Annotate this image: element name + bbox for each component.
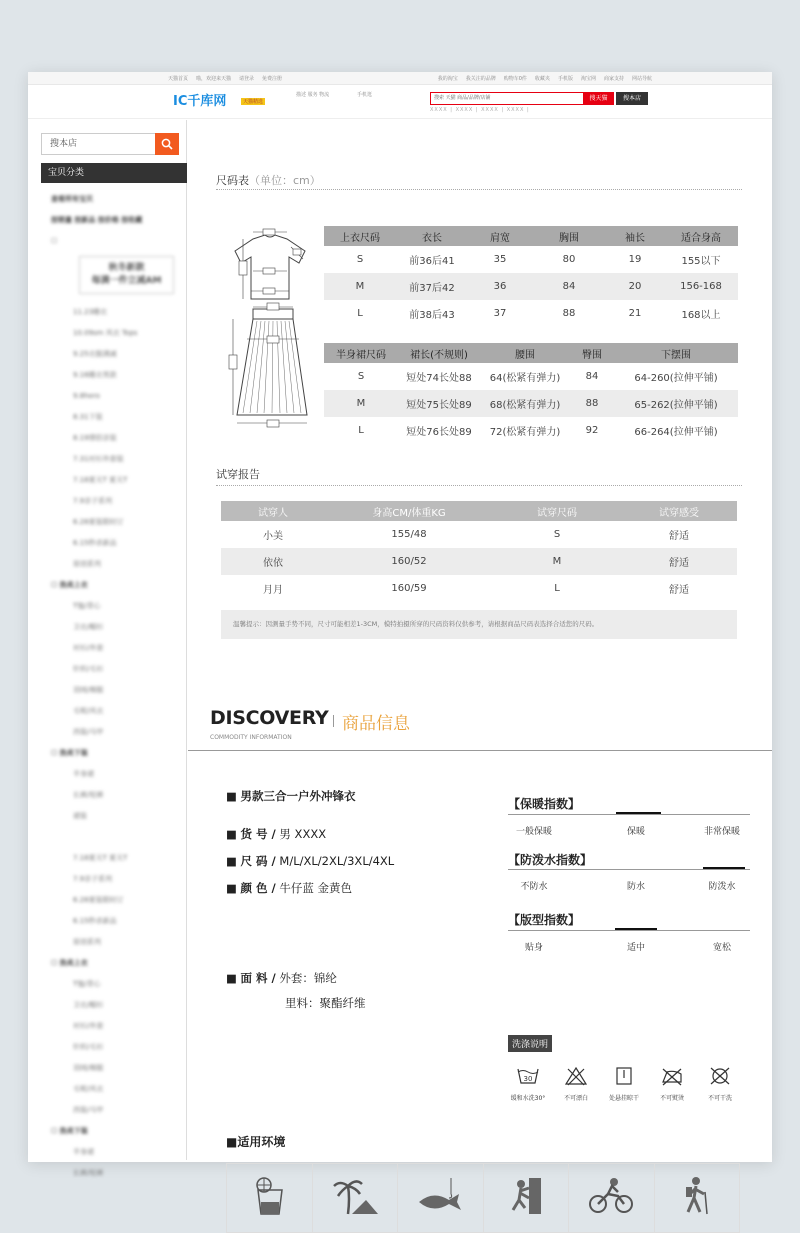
sidebar-category-item[interactable]: 6.28夏装限时订 xyxy=(73,896,124,904)
shop-sidebar xyxy=(41,120,187,1177)
sidebar-category-item[interactable]: ☐ xyxy=(51,237,58,245)
shop-search xyxy=(41,133,180,155)
sidebar-category-item[interactable]: 针织/毛衫 xyxy=(73,1043,104,1051)
search-shop-button[interactable]: 搜本店 xyxy=(616,92,648,105)
fabric-lining: 里料：聚酯纤维 xyxy=(285,996,366,1010)
fishing-icon xyxy=(415,1176,465,1216)
sidebar-category-item[interactable]: 7.9亲子系列 xyxy=(73,497,113,505)
product-name: ■ 男款三合一户外冲锋衣 xyxy=(226,789,356,803)
divider xyxy=(188,750,772,751)
topbar-link[interactable]: 商家支持 xyxy=(603,75,624,82)
sidebar-category-item[interactable]: 衬衫/外套 xyxy=(73,1022,104,1030)
divider xyxy=(333,715,334,727)
table-cell: 37 xyxy=(493,308,507,319)
topbar-link[interactable]: 免费注册 xyxy=(262,75,283,82)
column-header: 袖长 xyxy=(606,226,664,246)
trial-report-title: 试穿报告 xyxy=(216,468,260,481)
sidebar-category-item[interactable]: 原创系列 xyxy=(73,938,101,946)
sidebar-category-item[interactable]: 长裤/短裤 xyxy=(73,791,104,799)
sidebar-category-item[interactable]: 7.9亲子系列 xyxy=(73,875,113,883)
warmth-option: 非常保暖 xyxy=(703,827,740,837)
table-row xyxy=(324,417,738,444)
environment-title: ■适用环境 xyxy=(226,1135,286,1149)
sidebar-category-item[interactable]: 8.19情侣亲装 xyxy=(73,434,117,442)
table-cell: 前37后42 xyxy=(396,273,468,300)
sidebar-category-item[interactable]: 衬衫/外套 xyxy=(73,644,104,652)
no-bleach-icon xyxy=(564,1066,588,1086)
table-header-row xyxy=(324,343,738,363)
table-cell: 前38后43 xyxy=(409,310,455,321)
table-cell: 66-264(拉伸平铺) xyxy=(634,427,718,438)
fabric-info-label: 面 料 / xyxy=(240,971,276,985)
no-iron-icon xyxy=(660,1066,684,1086)
sidebar-category-item[interactable]: 6.28夏装限时订 xyxy=(73,518,124,526)
table-cell: L xyxy=(357,308,363,319)
sidebar-category-item[interactable]: T恤/背心 xyxy=(73,602,101,610)
global-search-input[interactable]: 搜索 天猫 商品/品牌/店铺 xyxy=(430,92,584,105)
column-header: 肩宽 xyxy=(468,226,532,246)
table-cell: 155/48 xyxy=(391,529,427,540)
wash-instructions-title: 洗涤说明 xyxy=(508,1035,552,1052)
no-iron-item xyxy=(650,1066,694,1102)
search-tmall-button[interactable]: 搜天猫 xyxy=(583,92,614,105)
table-cell: 月月 xyxy=(263,585,283,596)
column-header: 试穿人 xyxy=(221,501,325,521)
waterproof-index-title: 【防泼水指数】 xyxy=(508,853,593,867)
discovery-title: DISCOVERY xyxy=(210,707,329,729)
discovery-subtitle: COMMODITY INFORMATION xyxy=(210,734,292,741)
divider xyxy=(508,930,750,931)
column-header: 试穿感受 xyxy=(621,501,737,521)
table-row xyxy=(221,548,737,575)
topbar-link[interactable]: 手机版 xyxy=(557,75,573,82)
sidebar-category-item[interactable]: 查看所有宝贝 xyxy=(51,195,93,203)
line-dry-item xyxy=(602,1066,646,1102)
no-dryclean-icon xyxy=(708,1066,732,1086)
no-dryclean-item xyxy=(698,1066,742,1102)
sidebar-category-item[interactable]: 7.18夏天T 夏天T xyxy=(73,854,128,862)
sidebar-category-item[interactable] xyxy=(51,827,181,848)
column-header: 半身裙尺码 xyxy=(324,343,398,363)
column-header: 身高CM/体重KG xyxy=(325,501,493,521)
table-cell: 短处74长处88 xyxy=(406,373,472,384)
beach-icon xyxy=(332,1176,378,1216)
waterproof-option: 防水 xyxy=(626,882,645,892)
table-cell: 88 xyxy=(570,390,614,417)
env-cell xyxy=(398,1164,484,1232)
table-cell: 短处75长处89 xyxy=(398,390,480,417)
line-dry-icon xyxy=(612,1066,636,1086)
wash-label: 不可干洗 xyxy=(707,1095,732,1102)
size-info-value: M/L/XL/2XL/3XL/4XL xyxy=(279,854,395,868)
table-cell: 20 xyxy=(606,273,664,300)
mobile-link[interactable]: 手机逛 xyxy=(357,92,373,98)
topbar-link[interactable]: 请登录 xyxy=(239,75,255,82)
sidebar-category-item[interactable]: ☐ 热卖上衣 xyxy=(51,581,88,589)
size-info: ■ 尺 码 / M/L/XL/2XL/3XL/4XL xyxy=(226,854,395,868)
table-cell: 156-168 xyxy=(664,273,738,300)
shop-badge: 天猫精选 xyxy=(243,99,264,105)
table-cell: 155以下 xyxy=(681,256,721,267)
category-list xyxy=(51,189,181,1184)
env-cell xyxy=(313,1164,399,1232)
table-cell: 前36后41 xyxy=(409,256,455,267)
table-header-row xyxy=(221,501,737,521)
sidebar-category-item[interactable]: 7.31衬衫外套装 xyxy=(73,455,124,463)
table-cell: 舒适 xyxy=(669,585,689,596)
table-cell: 舒适 xyxy=(669,531,689,542)
env-cell xyxy=(227,1164,313,1232)
divider xyxy=(216,189,742,190)
sidebar-category-item[interactable]: 毛呢/风衣 xyxy=(73,707,104,715)
sidebar-category-item[interactable]: 9.8hero xyxy=(73,392,100,400)
table-cell: 168以上 xyxy=(681,310,721,321)
warmth-option: 一般保暖 xyxy=(515,827,552,837)
color-info: ■ 颜 色 / 牛仔蓝 金黄色 xyxy=(226,881,353,895)
table-cell: M xyxy=(493,548,621,575)
no-bleach-item xyxy=(554,1066,598,1102)
shop-rating: 描述 服务 物流 xyxy=(296,92,330,98)
commodity-info-title: 商品信息 xyxy=(342,714,410,734)
wash-temp-text: 30 xyxy=(523,1075,533,1083)
sidebar-category-item[interactable]: 半身裙 xyxy=(73,770,94,778)
topbar-link[interactable]: 我关注的品牌 xyxy=(465,75,496,82)
sidebar-category-item[interactable]: 羽绒/棉服 xyxy=(73,1064,104,1072)
promo-text: 每满一件立减AM xyxy=(91,276,162,286)
site-logo[interactable]: IC千库网 xyxy=(173,94,227,109)
sidebar-category-item[interactable]: 8.31下装 xyxy=(73,413,103,421)
table-cell: 依依 xyxy=(221,548,325,575)
category-title: 宝贝分类 xyxy=(41,163,187,183)
size-chart-title-text: 尺码表 xyxy=(216,174,249,187)
sidebar-category-item[interactable]: 10.09sm 风衣 Tops xyxy=(73,329,138,337)
trial-table xyxy=(221,501,737,602)
sidebar-category-item[interactable]: 原创系列 xyxy=(73,560,101,568)
table-row xyxy=(324,273,738,300)
climbing-icon xyxy=(509,1176,543,1216)
table-row xyxy=(324,300,738,327)
sidebar-category-item[interactable]: 卫衣/帽衫 xyxy=(73,623,104,631)
table-cell: M xyxy=(324,390,398,417)
column-header: 适合身高 xyxy=(664,226,738,246)
table-cell: 64(松紧有弹力) xyxy=(489,373,561,384)
sidebar-category-item[interactable]: 按销量 按新品 按价格 按收藏 xyxy=(51,216,143,224)
shop-search-input[interactable]: 搜本店 xyxy=(41,133,156,155)
table-cell: 88 xyxy=(562,308,576,319)
table-cell: L xyxy=(554,583,560,594)
sidebar-category-item[interactable]: T恤/背心 xyxy=(73,980,101,988)
tshirt-diagram xyxy=(223,229,318,304)
sidebar-category-item[interactable]: 6.15秒杀新品 xyxy=(73,917,117,925)
divider xyxy=(508,869,750,870)
sidebar-category-item[interactable]: 羽绒/棉服 xyxy=(73,686,104,694)
table-row xyxy=(324,363,738,390)
table-cell: 36 xyxy=(468,273,532,300)
item-number-value: 男 XXXX xyxy=(279,827,327,841)
table-cell: 小美 xyxy=(263,531,283,542)
size-tip: 温馨提示：因测量手势不同，尺寸可能相差1-3CM，模特拍摄所穿的尺码资料仅供参考，请根据商品尺码表选择合适您的尺码。 xyxy=(221,610,737,639)
table-cell: 64-260(拉伸平铺) xyxy=(634,373,718,384)
store-page xyxy=(28,72,772,1177)
search-icon[interactable] xyxy=(155,133,179,155)
sidebar-category-item[interactable]: 长裤/短裤 xyxy=(73,1169,104,1177)
env-cell xyxy=(569,1164,655,1232)
hot-words[interactable]: XXXX | XXXX | XXXX | XXXX | xyxy=(430,107,530,113)
table-cell: L xyxy=(358,425,364,436)
fit-index-title: 【版型指数】 xyxy=(508,913,581,927)
table-cell: S xyxy=(356,254,364,265)
env-cell xyxy=(655,1164,740,1232)
waterproof-option: 防泼水 xyxy=(708,882,736,892)
topbar-link[interactable]: 收藏夹 xyxy=(534,75,550,82)
sidebar-category-item[interactable]: 9.25衣服满减 xyxy=(73,350,117,358)
column-header: 下摆围 xyxy=(614,343,738,363)
topbar-link[interactable]: 我的淘宝 xyxy=(437,75,458,82)
table-cell: 92 xyxy=(585,425,599,436)
topbar-link: 喵，欢迎来天猫 xyxy=(196,75,232,82)
skirt-diagram xyxy=(223,305,318,440)
site-topbar xyxy=(28,72,772,85)
table-cell: S xyxy=(553,529,561,540)
sidebar-category-item[interactable]: ☐ 热卖下装 xyxy=(51,1127,88,1135)
table-cell: 68(松紧有弹力) xyxy=(480,390,570,417)
skirt-size-table xyxy=(324,343,738,444)
column-header: 衣长 xyxy=(396,226,468,246)
table-row xyxy=(324,390,738,417)
fabric-info: ■ 面 料 / 外套：锦纶 xyxy=(226,971,337,985)
wash-label: 处悬挂晾干 xyxy=(608,1095,639,1102)
column-header: 腰围 xyxy=(480,343,570,363)
column-header: 试穿尺码 xyxy=(493,501,621,521)
table-row xyxy=(221,575,737,602)
warmth-index-title: 【保暖指数】 xyxy=(508,797,581,811)
table-cell: 舒适 xyxy=(621,548,737,575)
fit-option: 适中 xyxy=(626,943,645,953)
sidebar-category-item[interactable]: ☐ 热卖下装 xyxy=(51,749,88,757)
sidebar-category-item[interactable]: ☐ 热卖上衣 xyxy=(51,959,88,967)
color-info-label: 颜 色 / xyxy=(240,881,276,895)
environment-title-text: 适用环境 xyxy=(237,1135,286,1149)
wash-label: 不可漂白 xyxy=(563,1095,588,1102)
column-header: 胸围 xyxy=(532,226,606,246)
sidebar-category-item[interactable]: 毛呢/风衣 xyxy=(73,1085,104,1093)
sidebar-category-item[interactable]: 卫衣/帽衫 xyxy=(73,1001,104,1009)
column-header: 裙长(不规则) xyxy=(398,343,480,363)
table-cell: S xyxy=(357,371,365,382)
size-chart-title xyxy=(216,172,321,188)
sidebar-promo-banner[interactable] xyxy=(79,256,174,294)
fabric-outer: 外套：锦纶 xyxy=(279,971,337,985)
table-cell: 84 xyxy=(585,371,599,382)
table-header-row xyxy=(324,226,738,246)
topbar-link[interactable]: 淘宝网 xyxy=(580,75,596,82)
fit-option: 贴身 xyxy=(524,943,543,953)
wash-label: 不可熨烫 xyxy=(659,1095,684,1102)
waterproof-option: 不防水 xyxy=(520,882,548,892)
topbar-link[interactable]: 天猫首页 xyxy=(168,75,189,82)
top-size-table xyxy=(324,226,738,327)
table-cell: 80 xyxy=(562,254,576,265)
column-header: 臀围 xyxy=(570,343,614,363)
cycling-icon xyxy=(588,1176,634,1216)
sidebar-category-item[interactable]: 9.16睡衣男款 xyxy=(73,371,117,379)
column-header: 上衣尺码 xyxy=(324,226,396,246)
table-cell: 35 xyxy=(493,254,507,265)
product-detail xyxy=(188,120,772,1160)
table-row xyxy=(324,246,738,273)
divider xyxy=(508,814,750,815)
environment-row xyxy=(226,1163,740,1233)
table-cell: 21 xyxy=(628,308,642,319)
color-info-value: 牛仔蓝 金黄色 xyxy=(279,881,353,895)
table-cell: M xyxy=(324,273,396,300)
table-cell: 160/52 xyxy=(325,548,493,575)
wash-label: 缓和水洗30° xyxy=(510,1095,546,1102)
divider xyxy=(216,485,742,486)
wash-30-icon xyxy=(516,1066,540,1086)
site-header xyxy=(28,85,772,119)
table-cell: 72(松紧有弹力) xyxy=(489,427,561,438)
fit-option: 宽松 xyxy=(712,943,731,953)
table-cell: 短处76长处89 xyxy=(406,427,472,438)
item-number-label: 货 号 / xyxy=(240,827,276,841)
table-row xyxy=(221,521,737,548)
table-cell: 84 xyxy=(532,273,606,300)
drink-icon xyxy=(252,1176,286,1216)
topbar-link[interactable]: 购物车0件 xyxy=(503,75,527,82)
promo-text: 秋冬新款 xyxy=(108,263,145,273)
topbar-link[interactable]: 网站导航 xyxy=(631,75,652,82)
item-number: ■ 货 号 / 男 XXXX xyxy=(226,827,327,841)
warmth-option: 保暖 xyxy=(626,827,645,837)
table-cell: 160/59 xyxy=(391,583,427,594)
table-cell: 65-262(拉伸平铺) xyxy=(614,390,738,417)
sidebar-category-item[interactable]: 针织/毛衫 xyxy=(73,665,104,673)
size-chart-unit: （单位：cm） xyxy=(249,174,321,187)
sidebar-category-item[interactable]: 6.15秒杀新品 xyxy=(73,539,117,547)
size-info-label: 尺 码 / xyxy=(240,854,276,868)
wash-30-item xyxy=(506,1066,550,1102)
sidebar-category-item[interactable]: 半身裙 xyxy=(73,1148,94,1156)
hiking-icon xyxy=(680,1176,714,1216)
sidebar-category-item[interactable]: 西装/马甲 xyxy=(73,1106,104,1114)
env-cell xyxy=(484,1164,570,1232)
table-cell: 19 xyxy=(628,254,642,265)
product-name-text: 男款三合一户外冲锋衣 xyxy=(240,789,356,803)
sidebar-category-item[interactable]: 11.23睡衣 xyxy=(73,308,108,316)
sidebar-category-item[interactable]: 西装/马甲 xyxy=(73,728,104,736)
sidebar-category-item[interactable]: 7.18夏天T 夏天T xyxy=(73,476,128,484)
sidebar-category-item[interactable]: 裙装 xyxy=(73,812,87,820)
